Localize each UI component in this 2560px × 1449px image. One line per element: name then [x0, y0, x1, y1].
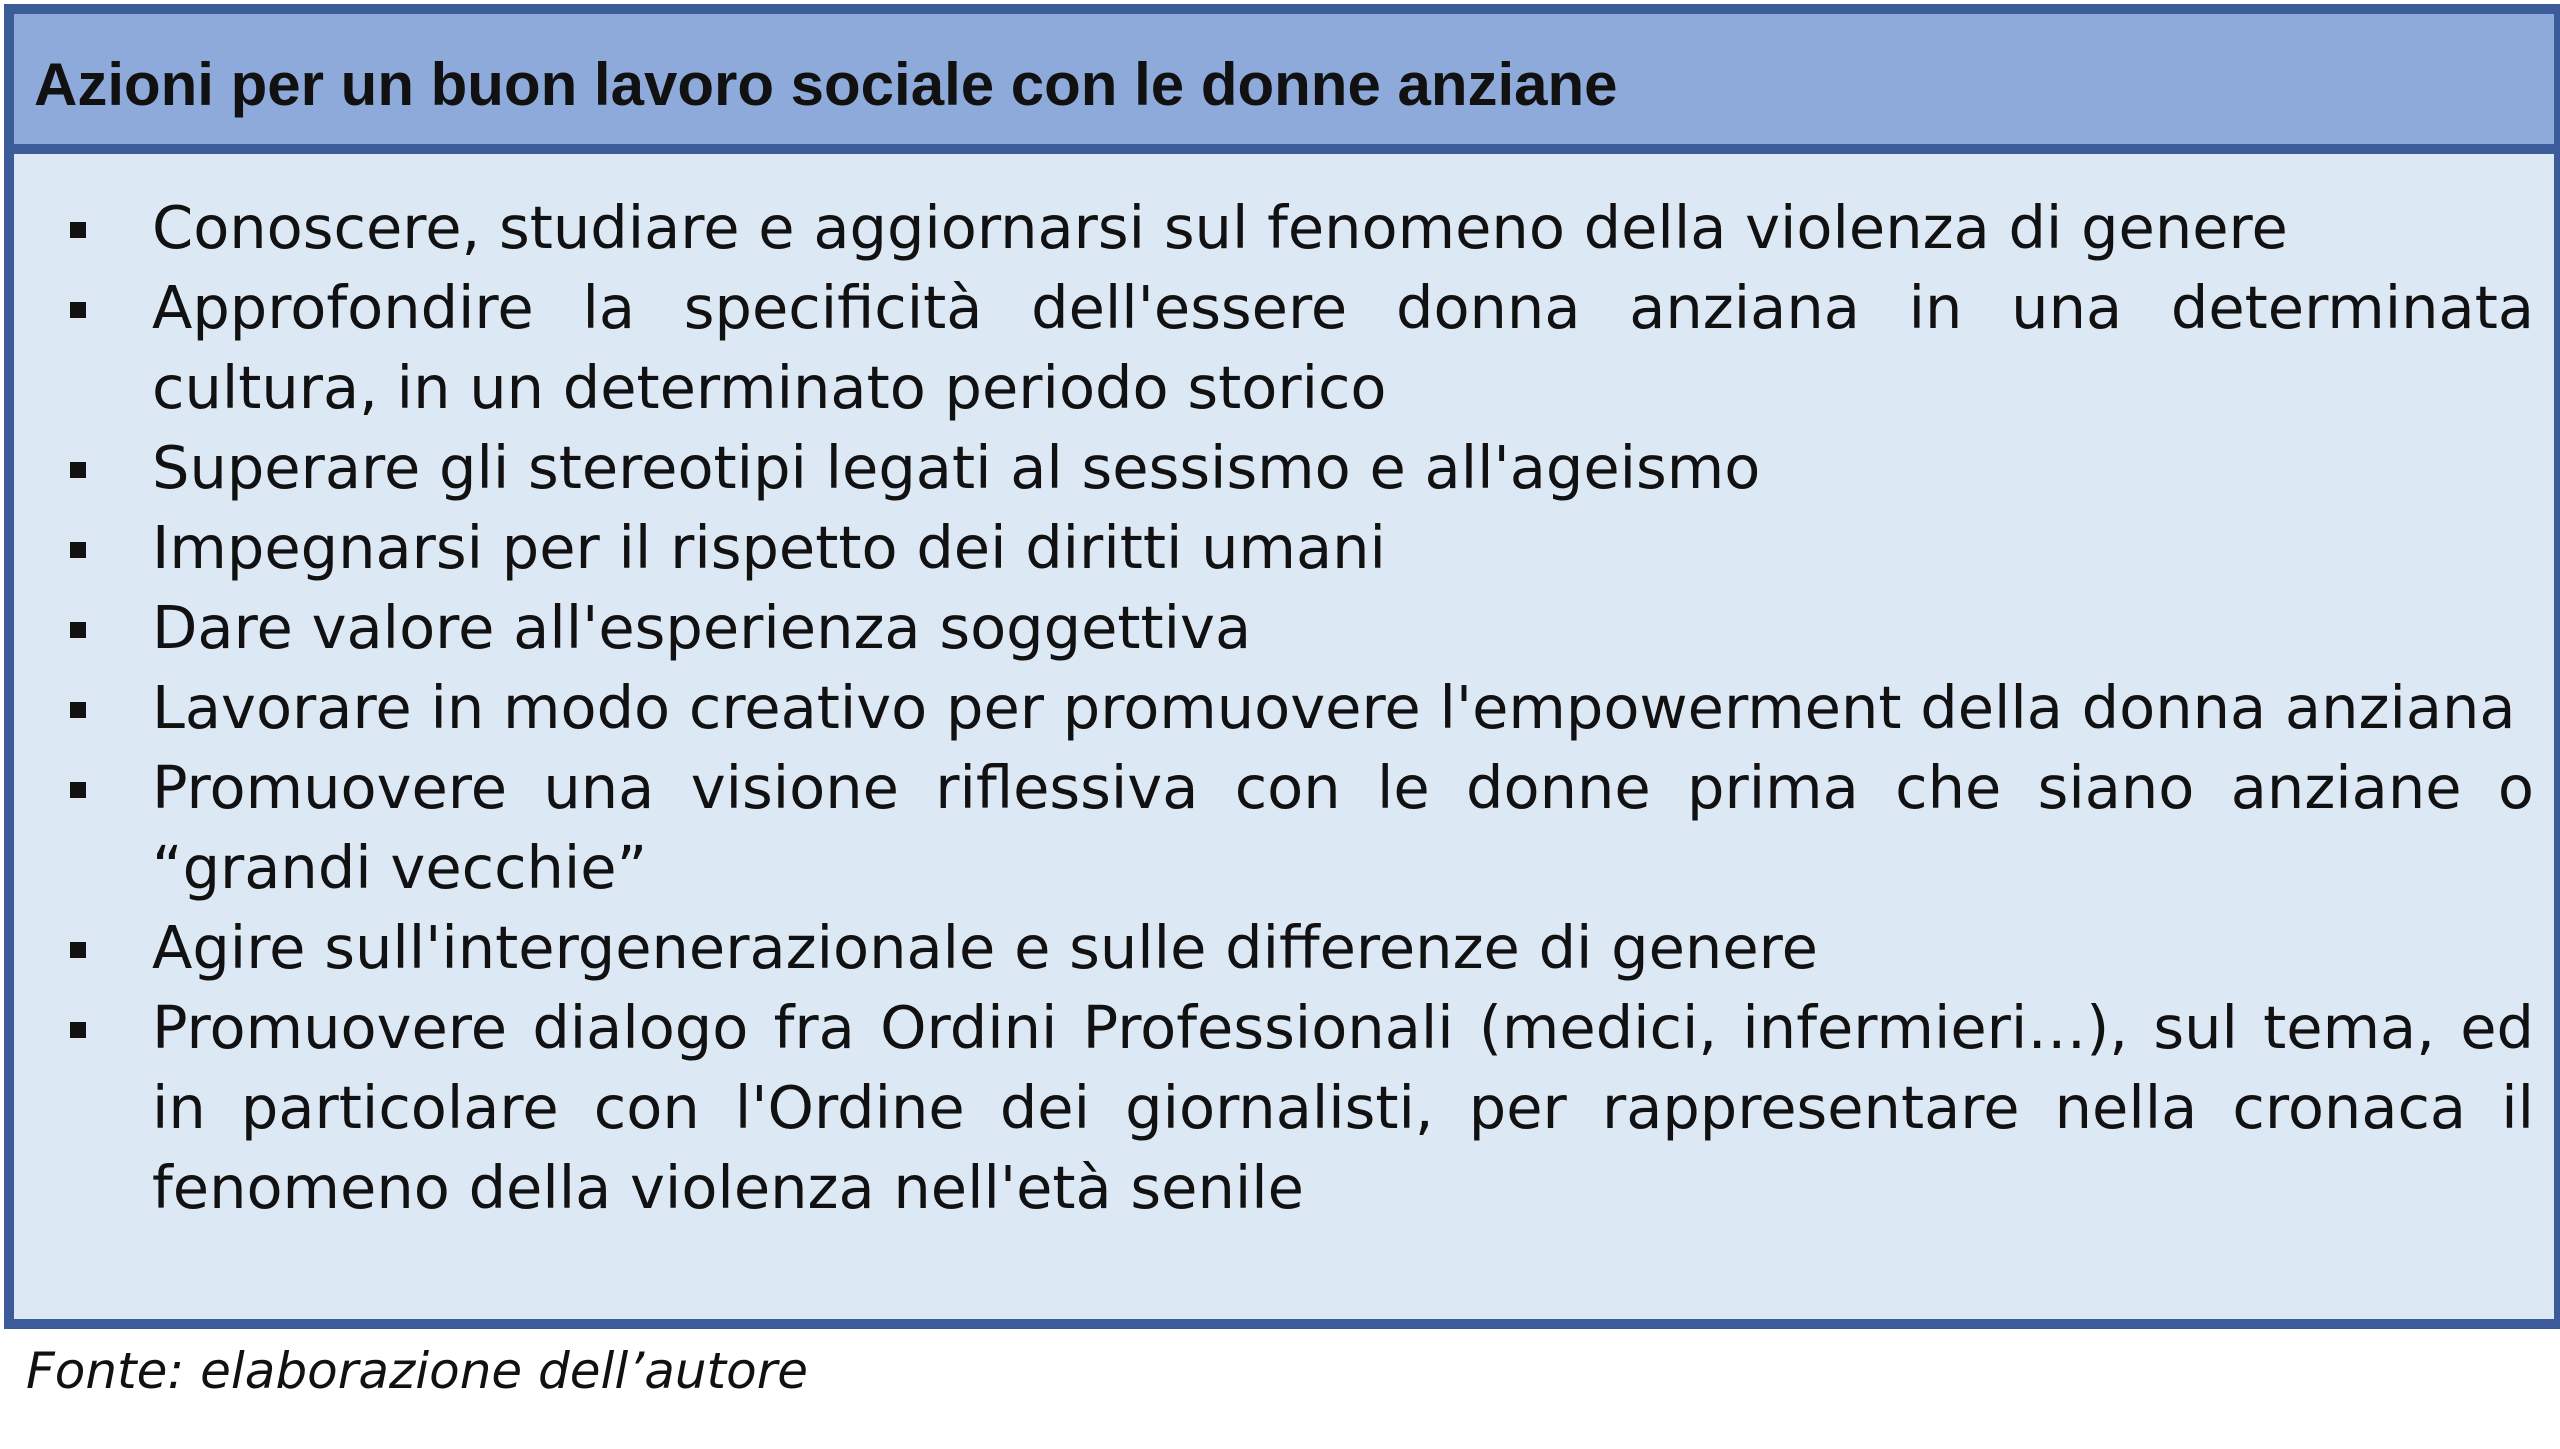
list-item-text: Promuovere una visione riflessiva con le donne prima che siano anziane o “grandi vecchie” [152, 753, 2534, 902]
list-item-text: Conoscere, studiare e aggiornarsi sul fenomeno della violenza di genere [152, 193, 2288, 262]
list-item [14, 508, 2534, 588]
list-item-text: Dare valore all'esperienza soggettiva [152, 593, 1252, 662]
list-item [14, 748, 2534, 908]
list-item [14, 428, 2534, 508]
box-title: Azioni per un buon lavoro sociale con le donne anziane [34, 51, 1618, 118]
box-header [14, 14, 2554, 154]
square-bullet-icon [64, 508, 94, 588]
list-item-text: Promuovere dialogo fra Ordini Professionali (medici, infermieri…), sul tema, ed in particolare con l'Ordine dei giornalisti, per rappresentare nella cronaca il fenomeno della violenza nell'età senile [152, 993, 2534, 1222]
list-item-text: Superare gli stereotipi legati al sessismo e all'ageismo [152, 433, 1761, 502]
square-bullet-icon [64, 428, 94, 508]
list-item [14, 908, 2534, 988]
square-bullet-icon [64, 668, 94, 748]
list-item-text: Impegnarsi per il rispetto dei diritti umani [152, 513, 1386, 582]
list-item [14, 988, 2534, 1228]
list-item-text: Agire sull'intergenerazionale e sulle differenze di genere [152, 913, 1818, 982]
source-caption: Fonte: elaborazione dell’autore [26, 1342, 809, 1400]
list-item [14, 268, 2534, 428]
square-bullet-icon [64, 188, 94, 268]
square-bullet-icon [64, 748, 94, 828]
actions-list [14, 188, 2534, 1228]
list-item-text: Lavorare in modo creativo per promuovere l'empowerment della donna anziana [152, 673, 2516, 742]
list-item-text: Approfondire la specificità dell'essere donna anziana in una determinata cultura, in un determinato periodo storico [152, 273, 2534, 422]
square-bullet-icon [64, 268, 94, 348]
box-body [14, 154, 2554, 1319]
list-item [14, 188, 2534, 268]
square-bullet-icon [64, 908, 94, 988]
list-item [14, 668, 2534, 748]
actions-box [4, 4, 2560, 1329]
square-bullet-icon [64, 988, 94, 1068]
square-bullet-icon [64, 588, 94, 668]
list-item [14, 588, 2534, 668]
